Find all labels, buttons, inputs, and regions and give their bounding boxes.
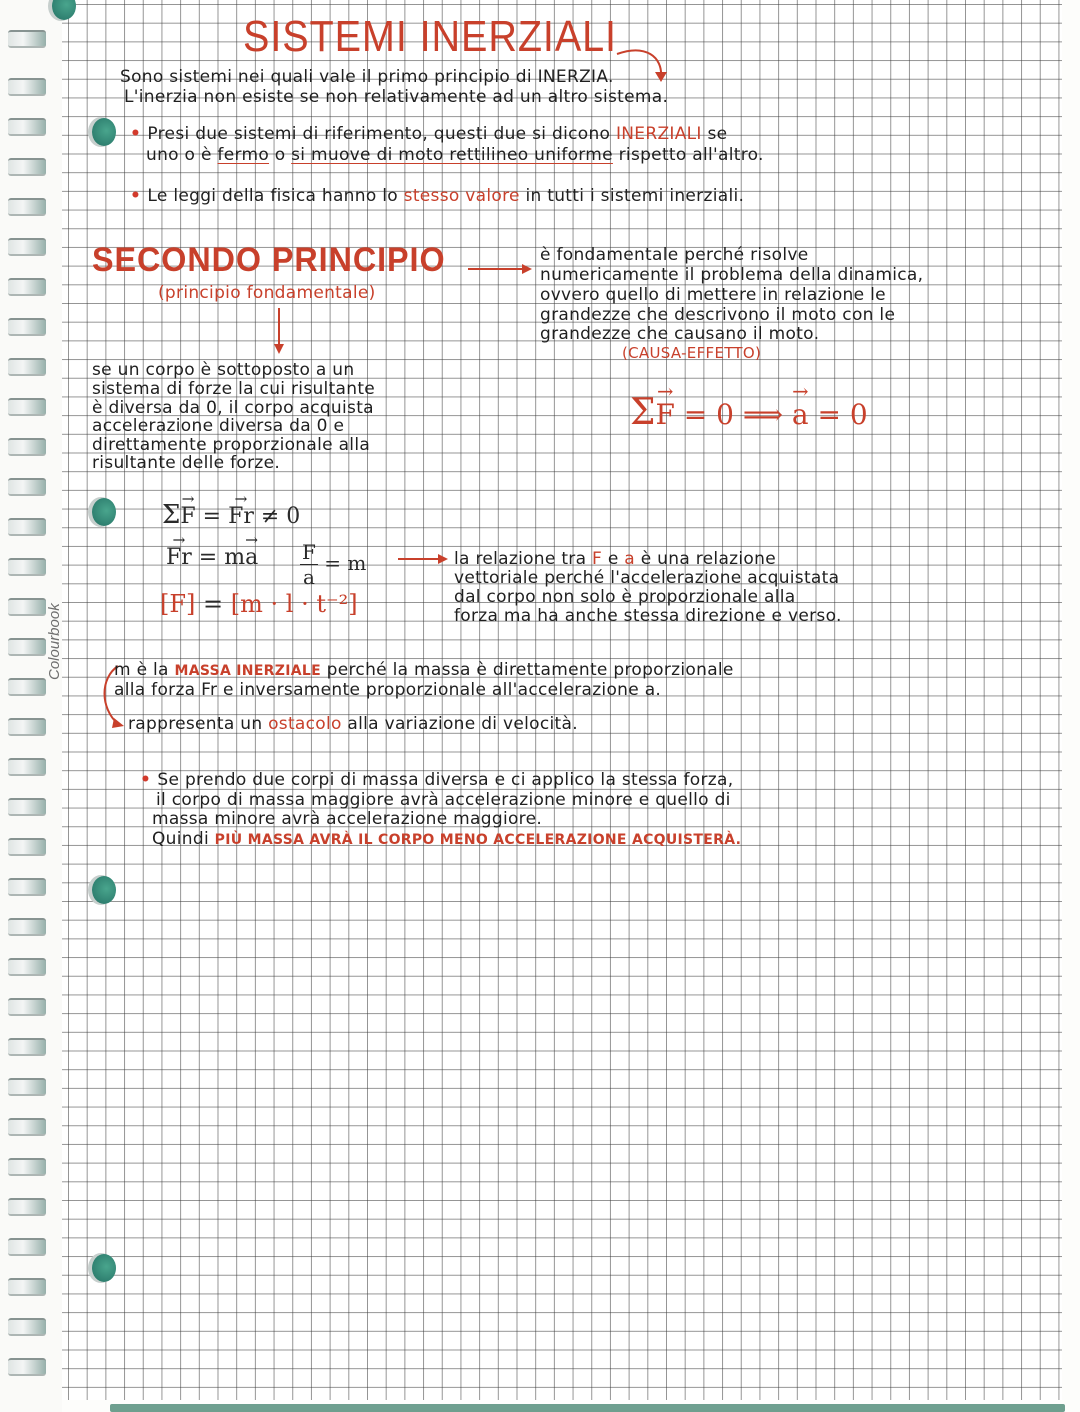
spiral-coil xyxy=(8,1118,46,1136)
spiral-coil xyxy=(8,118,46,136)
bullet-inerziali-line-2: uno o è fermo o si muove di moto rettilineo uniforme rispetto all'altro. xyxy=(146,145,764,165)
spiral-coil xyxy=(8,1238,46,1256)
spiral-binding xyxy=(0,0,62,1412)
causa-effetto-label: (CAUSA-EFFETTO) xyxy=(622,344,762,362)
intro-line-2: L'inerzia non esiste se non relativamente ad un altro sistema. xyxy=(124,87,669,107)
hole-punch xyxy=(92,1254,116,1282)
formula-fraction: $\frac{F}{a}$ = m xyxy=(302,540,367,589)
grid-paper xyxy=(62,0,1062,1400)
bullet-inerziali-line-1: • Presi due sistemi di riferimento, questi due si dicono INERZIALI se xyxy=(130,124,728,144)
formula-sum-forces: Σ→ F = → Fr ≠ 0 xyxy=(162,500,300,530)
spiral-coil xyxy=(8,518,46,536)
spiral-coil xyxy=(8,30,46,48)
spiral-coil xyxy=(8,718,46,736)
section-subtitle: (principio fondamentale) xyxy=(158,283,376,303)
formula-newton: → Fr = m→ a xyxy=(166,545,258,570)
spiral-coil xyxy=(8,478,46,496)
equilibrium-formula: Σ→ F = 0 ⟹ → a = 0 xyxy=(630,392,868,433)
spiral-coil xyxy=(8,198,46,216)
spiral-coil xyxy=(8,1358,46,1376)
arrow-right-icon xyxy=(398,552,450,566)
intro-line-1: Sono sistemi nei quali vale il primo principio di INERZIA. xyxy=(120,67,614,87)
paper-edge xyxy=(110,1404,1065,1412)
spiral-coil xyxy=(8,798,46,816)
spiral-coil xyxy=(8,1278,46,1296)
bullet-dot-icon: • xyxy=(130,124,148,144)
spiral-coil xyxy=(8,238,46,256)
spiral-coil xyxy=(8,558,46,576)
spiral-coil xyxy=(8,78,46,96)
spiral-coil xyxy=(8,958,46,976)
implies-arrow-icon: ⟹ xyxy=(742,398,784,431)
spiral-coil xyxy=(8,918,46,936)
hole-punch xyxy=(92,118,116,146)
section-title-secondo-principio: SECONDO PRINCIPIO xyxy=(92,241,446,279)
spiral-coil xyxy=(8,318,46,336)
hole-punch xyxy=(92,876,116,904)
spiral-coil xyxy=(8,278,46,296)
spiral-coil xyxy=(8,1038,46,1056)
spiral-coil xyxy=(8,158,46,176)
spiral-coil xyxy=(8,598,46,616)
spiral-coil xyxy=(8,438,46,456)
arrow-down-icon xyxy=(272,308,286,356)
formula-dimensions: [F] = [m · l · t⁻²] xyxy=(160,590,358,618)
spiral-coil xyxy=(8,1318,46,1336)
bullet-leggi-fisica: • Le leggi della fisica hanno lo stesso valore in tutti i sistemi inerziali. xyxy=(130,186,745,206)
spiral-coil xyxy=(8,358,46,376)
arrow-right-icon xyxy=(468,262,534,276)
spiral-coil xyxy=(8,1158,46,1176)
bullet-dot-icon: • xyxy=(130,186,148,206)
spiral-coil xyxy=(8,838,46,856)
spiral-coil xyxy=(8,758,46,776)
spiral-coil xyxy=(8,1198,46,1216)
hole-punch xyxy=(92,498,116,526)
spiral-coil xyxy=(8,638,46,656)
spiral-coil xyxy=(8,998,46,1016)
spiral-coil xyxy=(8,678,46,696)
spiral-coil xyxy=(8,398,46,416)
curved-arrow-icon xyxy=(615,38,675,88)
notebook-brand: Colourbook xyxy=(46,603,63,680)
section-title-sistemi-inerziali: SISTEMI INERZIALI xyxy=(243,12,617,61)
bullet-dot-icon: • xyxy=(140,770,158,790)
spiral-coil xyxy=(8,1078,46,1096)
spiral-coil xyxy=(8,878,46,896)
